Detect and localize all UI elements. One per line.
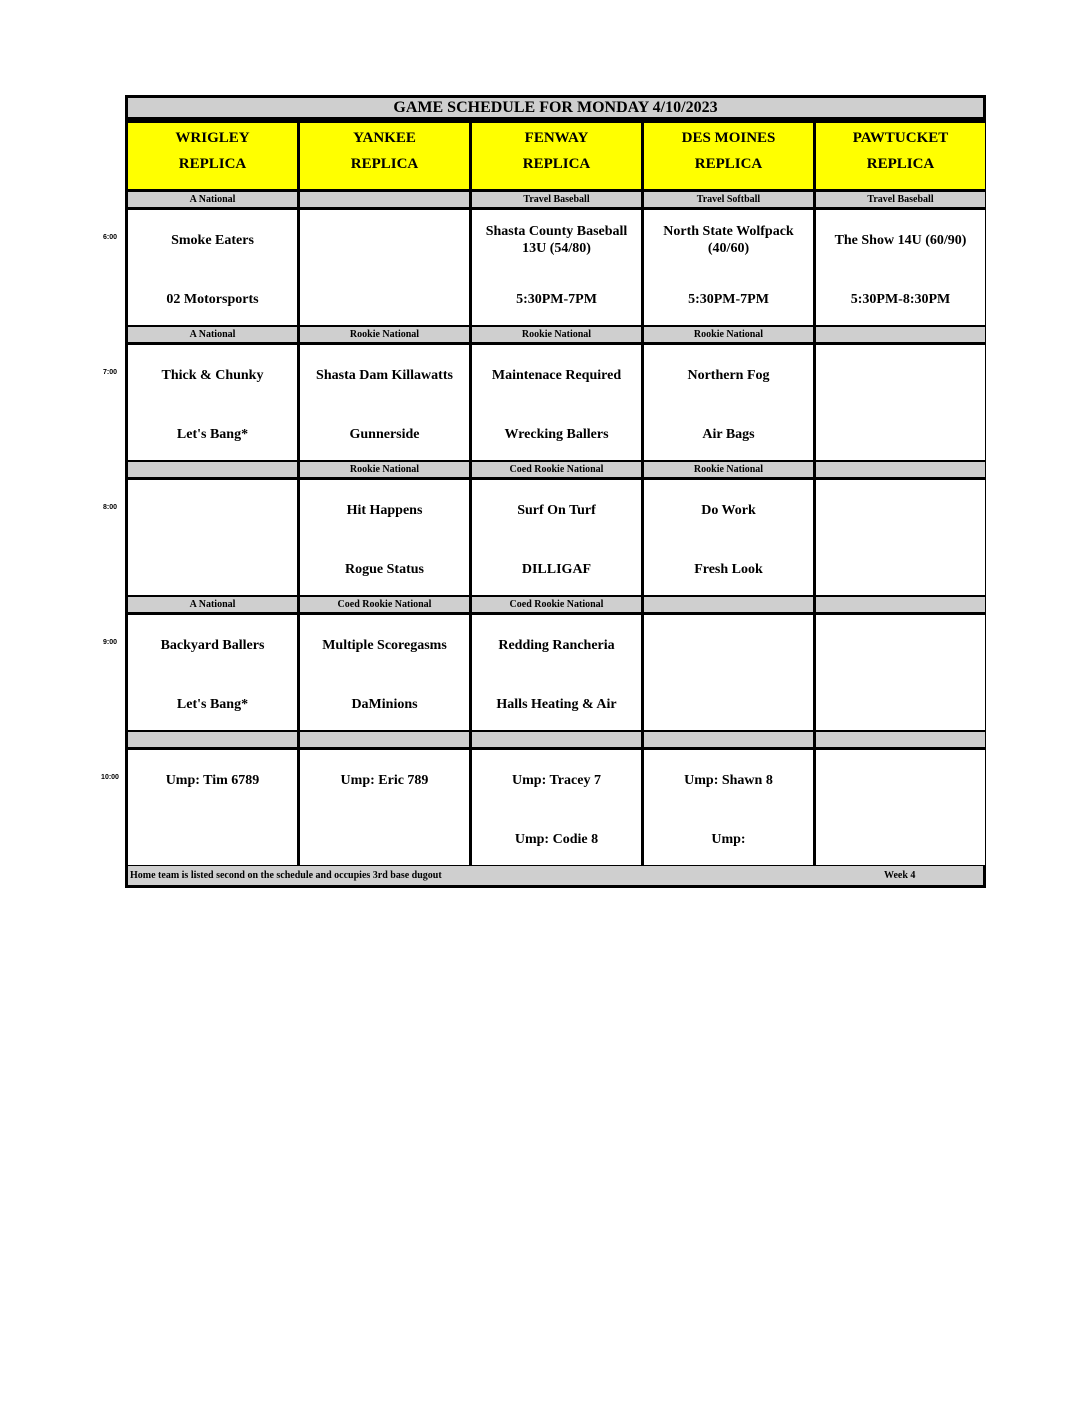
field-name: FENWAY <box>524 130 589 146</box>
team-away: Do Work <box>701 502 756 518</box>
division-label <box>816 462 985 477</box>
division-label <box>816 597 985 612</box>
team-away: Multiple Scoregasms <box>322 637 447 653</box>
division-label: Rookie National <box>644 462 813 477</box>
team-away: Maintenace Required <box>491 367 622 383</box>
team-home: 5:30PM-8:30PM <box>850 291 951 307</box>
time-slot-label: 9:00 <box>102 639 117 646</box>
team-home: Ump: Codie 8 <box>514 831 599 847</box>
division-label: Coed Rookie National <box>472 597 641 612</box>
team-home: Wrecking Ballers <box>504 426 609 442</box>
game-cell <box>300 750 469 865</box>
division-label: A National <box>128 327 297 342</box>
game-cell <box>644 345 813 460</box>
team-home: Ump: <box>711 831 746 847</box>
division-label <box>472 732 641 747</box>
team-away <box>822 345 979 405</box>
team-home <box>822 810 979 865</box>
game-cell <box>644 615 813 730</box>
game-cell <box>816 615 985 730</box>
division-label: Travel Baseball <box>472 192 641 207</box>
team-home <box>822 675 979 730</box>
game-cell <box>472 345 641 460</box>
team-home <box>306 810 463 865</box>
team-away: Surf On Turf <box>517 502 596 518</box>
team-home: 5:30PM-7PM <box>688 291 769 307</box>
division-label <box>128 732 297 747</box>
division-label <box>816 327 985 342</box>
game-cell <box>300 615 469 730</box>
game-cell <box>300 210 469 325</box>
team-away <box>822 615 979 675</box>
game-cell <box>128 480 297 595</box>
game-cell <box>128 615 297 730</box>
division-label: Travel Softball <box>644 192 813 207</box>
team-away <box>306 210 463 270</box>
time-slot-label: 6:00 <box>102 234 117 241</box>
field-header-pawtucket <box>816 123 985 189</box>
time-slot-label: 10:00 <box>101 774 119 781</box>
team-home: Gunnerside <box>349 426 420 442</box>
field-header-yankee <box>300 123 469 189</box>
team-home: DILLIGAF <box>521 561 592 577</box>
game-cell <box>816 210 985 325</box>
time-slot-label: 8:00 <box>102 504 117 511</box>
team-home: Let's Bang* <box>176 696 249 712</box>
game-cell <box>128 210 297 325</box>
game-cell <box>472 615 641 730</box>
team-away: Shasta Dam Killawatts <box>316 367 453 383</box>
field-name: YANKEE <box>353 130 416 146</box>
division-label: Rookie National <box>644 327 813 342</box>
field-header-des-moines <box>644 123 813 189</box>
team-away: Ump: Eric 789 <box>340 772 429 788</box>
team-away: Ump: Shawn 8 <box>684 772 773 788</box>
team-home <box>822 540 979 595</box>
game-cell <box>472 480 641 595</box>
time-slot-label: 7:00 <box>102 369 117 376</box>
field-name: WRIGLEY <box>175 130 250 146</box>
schedule-table <box>125 95 986 888</box>
game-cell <box>644 480 813 595</box>
team-home: Halls Heating & Air <box>496 696 617 712</box>
team-away <box>650 615 807 675</box>
game-cell <box>472 750 641 865</box>
team-away <box>822 480 979 540</box>
division-label <box>816 732 985 747</box>
team-away <box>134 480 291 540</box>
team-away: Thick & Chunky <box>161 367 264 383</box>
division-label: Rookie National <box>472 327 641 342</box>
team-away: Redding Rancheria <box>498 637 615 653</box>
team-away: Northern Fog <box>687 367 770 383</box>
field-subtitle: REPLICA <box>866 156 935 172</box>
field-subtitle: REPLICA <box>178 156 247 172</box>
team-away: Hit Happens <box>346 502 423 518</box>
schedule-title: GAME SCHEDULE FOR MONDAY 4/10/2023 <box>128 98 983 120</box>
team-away: Ump: Tim 6789 <box>165 772 260 788</box>
division-label: Coed Rookie National <box>472 462 641 477</box>
game-cell <box>644 210 813 325</box>
team-away: Backyard Ballers <box>160 637 265 653</box>
game-cell <box>816 345 985 460</box>
division-label <box>644 597 813 612</box>
field-header-fenway <box>472 123 641 189</box>
team-home: Air Bags <box>702 426 755 442</box>
game-cell <box>644 750 813 865</box>
team-home <box>650 675 807 730</box>
team-home: DaMinions <box>351 696 418 712</box>
team-home <box>306 270 463 325</box>
field-name: PAWTUCKET <box>852 130 949 146</box>
team-away: Ump: Tracey 7 <box>512 772 601 788</box>
footer-bar <box>128 866 983 885</box>
field-subtitle: REPLICA <box>350 156 419 172</box>
game-cell <box>128 345 297 460</box>
team-home <box>134 540 291 595</box>
team-home: Fresh Look <box>694 561 763 577</box>
division-label: A National <box>128 192 297 207</box>
team-home: 02 Motorsports <box>166 291 259 307</box>
game-cell <box>816 750 985 865</box>
game-cell <box>816 480 985 595</box>
team-away <box>822 750 979 810</box>
team-away: The Show 14U (60/90) <box>834 232 967 248</box>
game-cell <box>300 480 469 595</box>
division-label: A National <box>128 597 297 612</box>
field-subtitle: REPLICA <box>522 156 591 172</box>
field-header-wrigley <box>128 123 297 189</box>
field-subtitle: REPLICA <box>694 156 763 172</box>
week-label: Week 4 <box>884 870 916 881</box>
team-away: Shasta County Baseball 13U (54/80) <box>485 224 628 256</box>
team-home <box>134 810 291 865</box>
team-away: North State Wolfpack (40/60) <box>663 224 794 256</box>
footer-note: Home team is listed second on the schedule and occupies 3rd base dugout <box>130 870 442 881</box>
team-home: Let's Bang* <box>176 426 249 442</box>
game-cell <box>300 345 469 460</box>
division-label <box>128 462 297 477</box>
division-label <box>300 732 469 747</box>
game-cell <box>472 210 641 325</box>
division-label <box>644 732 813 747</box>
division-label <box>300 192 469 207</box>
field-name: DES MOINES <box>681 130 776 146</box>
team-away: Smoke Eaters <box>171 232 254 248</box>
team-home <box>822 405 979 460</box>
game-cell <box>128 750 297 865</box>
division-label: Rookie National <box>300 462 469 477</box>
division-label: Rookie National <box>300 327 469 342</box>
team-home: 5:30PM-7PM <box>516 291 597 307</box>
team-home: Rogue Status <box>345 561 424 577</box>
division-label: Coed Rookie National <box>300 597 469 612</box>
division-label: Travel Baseball <box>816 192 985 207</box>
